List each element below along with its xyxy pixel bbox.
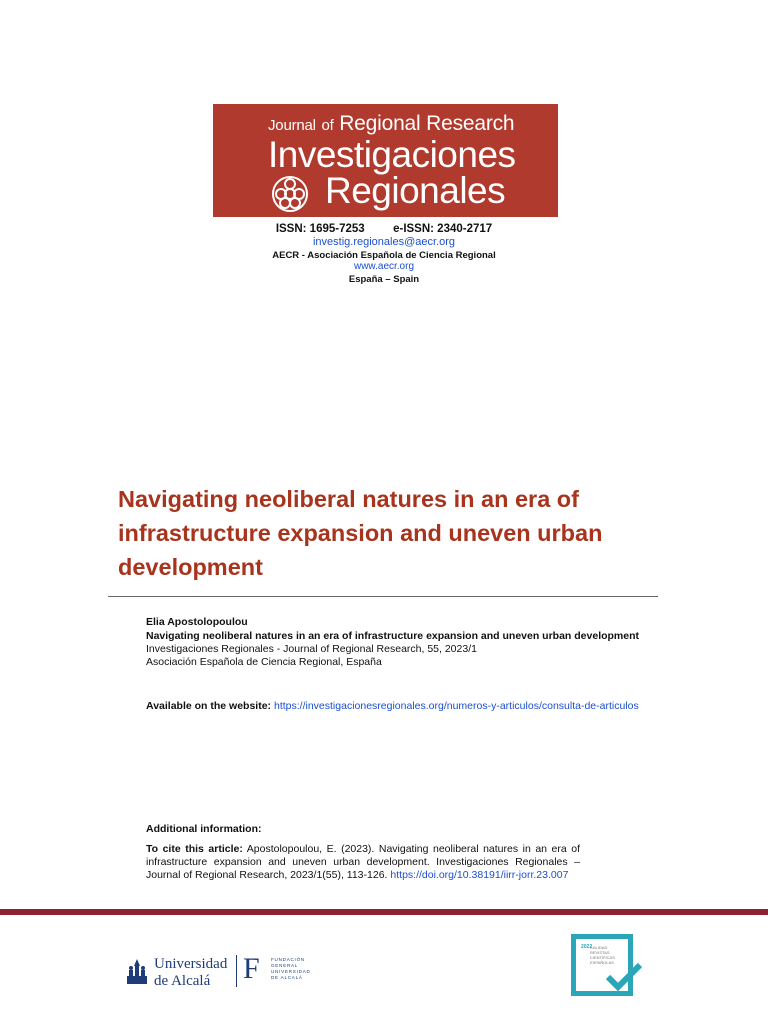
logo-title-line2: Regionales [325,170,506,211]
issn-line: ISSN: 1695-7253 e-ISSN: 2340-2717 [275,223,493,235]
university-name: Universidad de Alcalá [154,956,228,989]
articles-url-link[interactable]: https://investigacionesregionales.org/numeros-y-articulos/consulta-de-articulos [273,700,639,712]
foundation-name: FUNDACIÓN GENERAL UNIVERSIDAD DE ALCALÁ [271,957,311,980]
university-crest-icon [124,958,150,986]
foundation-logo-letter: F [243,952,260,985]
checkmark-icon [604,961,644,991]
doi-link[interactable]: https://doi.org/10.38191/iirr-jorr.23.007 [390,869,569,881]
availability-line [146,700,639,713]
seal-year: 2022 [581,944,593,950]
article-title-bold: Navigating neoliberal natures in an era of infrastructure expansion and uneven urban development [146,630,640,642]
journal-reference: Investigaciones Regionales - Journal of Regional Research, 55, 2023/1 [146,643,477,655]
cite-text: Apostolopoulou, E. (2023). Navigating neoliberal natures in an era of infrastructure expansion and uneven urban development. Investigaciones Regionales – Journal of Regional Research, 2023/1(55), 113-126. [146,843,580,881]
email-link[interactable]: investig.regionales@aecr.org [312,236,456,248]
publisher: Asociación Española de Ciencia Regional, España [146,656,382,668]
availability-label: Available on the website: [146,700,272,712]
logo-journal-line: Journal of Regional Research [268,112,515,135]
website-link[interactable]: www.aecr.org [353,261,415,272]
logo-emblem-icon [269,174,311,214]
logo-title-line1: Investigaciones [268,134,516,175]
logo-separator [236,955,237,987]
journal-logo [213,104,558,217]
seal-text: CALIDAD REVISTAS CIENTÍFICAS ESPAÑOLAS [590,945,615,965]
quality-seal [571,934,633,996]
cite-label: To cite this article: [146,843,243,855]
country: España – Spain [348,274,420,285]
footer-bar [0,909,768,915]
author-name: Elia Apostolopoulou [146,616,248,628]
org-name: AECR - Asociación Española de Ciencia Regional [272,250,496,261]
additional-info-heading: Additional information: [146,823,262,835]
title-divider [108,596,658,597]
citation [146,843,580,882]
article-title: Navigating neoliberal natures in an era of infrastructure expansion and uneven urban development [118,486,603,580]
